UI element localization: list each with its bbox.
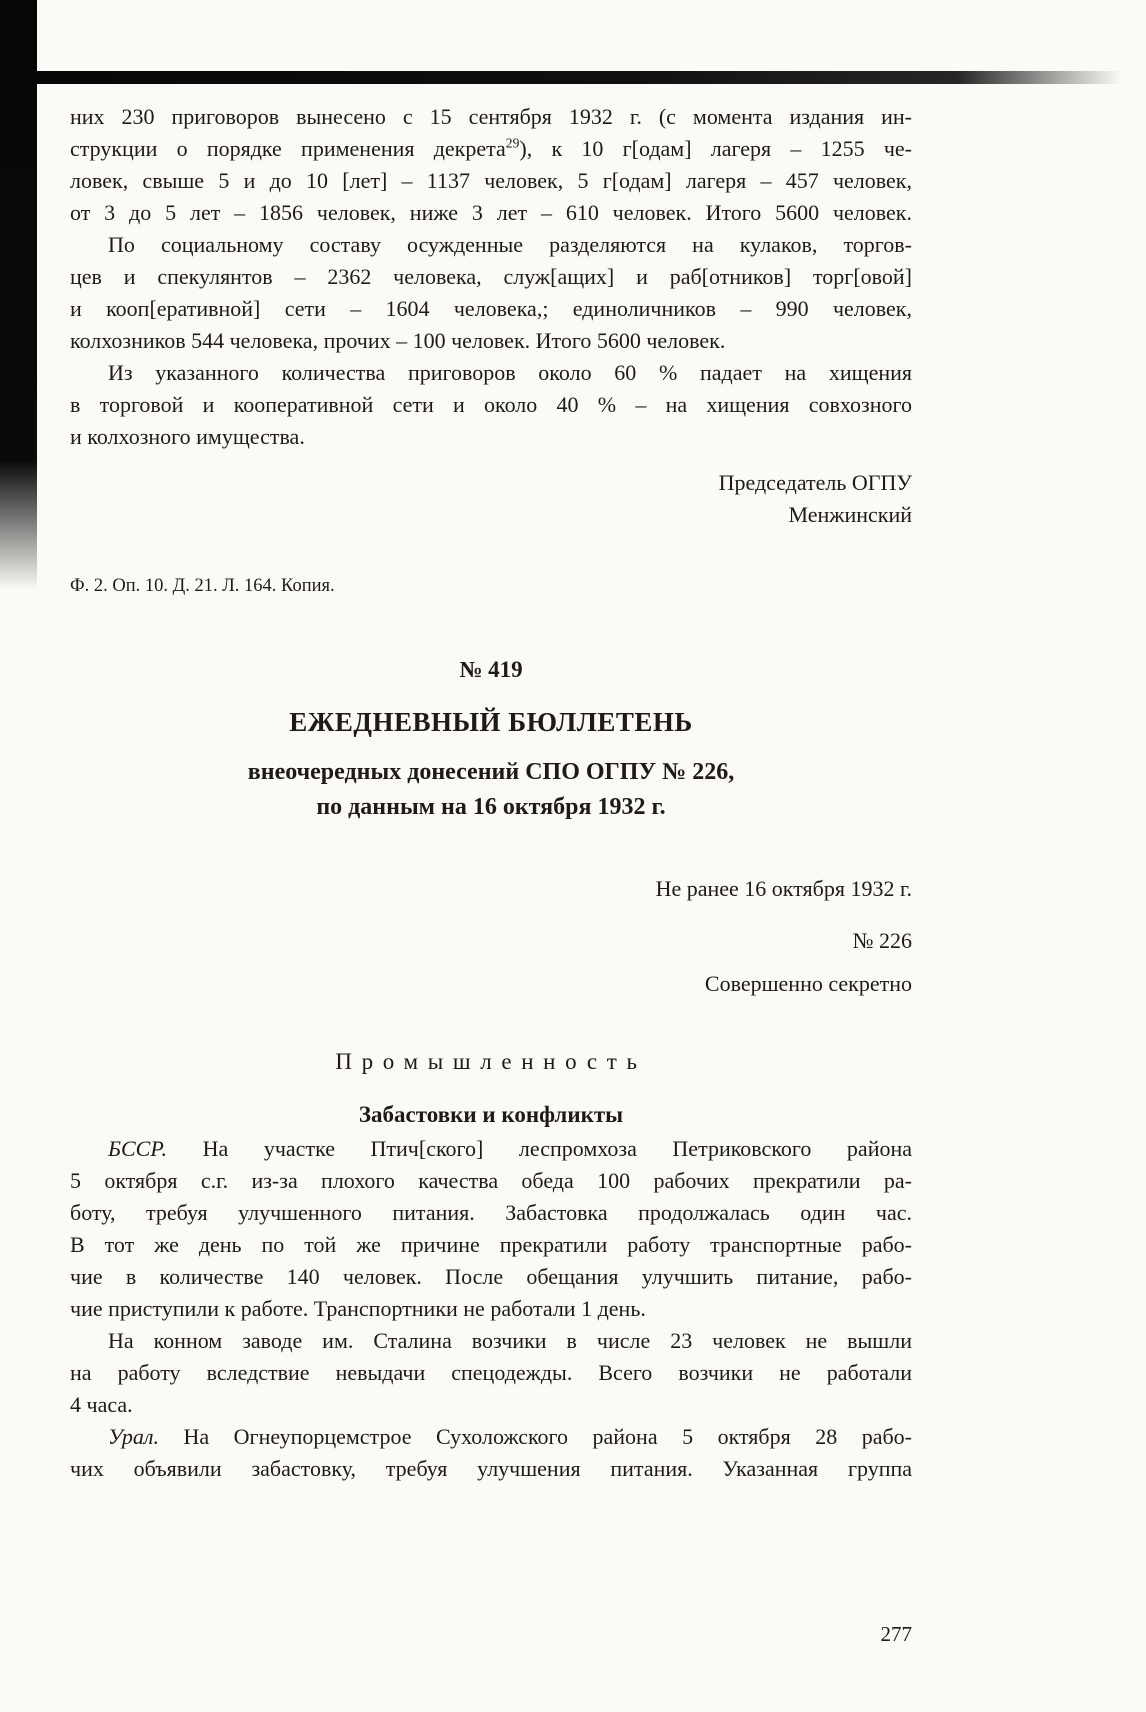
secrecy-stamp: Совершенно секретно bbox=[704, 971, 912, 996]
doc-number-heading: № 419 bbox=[459, 657, 523, 682]
text-line: чие в количестве 140 человек. После обещания улучшить питание, рабо- bbox=[70, 1264, 912, 1289]
text-line: В тот же день по той же причине прекратили работу транспортные рабо- bbox=[70, 1232, 912, 1257]
text-line: них 230 приговоров вынесено с 15 сентября 1932 г. (с момента издания ин- bbox=[70, 104, 912, 129]
doc-subtitle-line: внеочередных донесений СПО ОГПУ № 226, bbox=[247, 759, 735, 785]
text-line: от 3 до 5 лет – 1856 человек, ниже 3 лет – 610 человек. Итого 5600 человек. bbox=[70, 200, 912, 225]
text-segment: На Огнеупорцемстрое Сухоложского района 5 октября 28 рабо- bbox=[183, 1424, 912, 1449]
page-content bbox=[70, 101, 912, 1485]
region-lead: Урал. bbox=[108, 1424, 160, 1449]
text-line: боту, требуя улучшенного питания. Забастовка продолжалась один час. bbox=[70, 1200, 912, 1225]
subsection-heading: Забастовки и конфликты bbox=[358, 1102, 624, 1127]
text-line: колхозников 544 человека, прочих – 100 человек. Итого 5600 человек. bbox=[70, 328, 726, 353]
text-line: и кооп[еративной] сети – 1604 человека,; единоличников – 990 человек, bbox=[70, 296, 912, 321]
text-segment: струкции о порядке применения декрета bbox=[70, 136, 506, 161]
doc-number-note: № 226 bbox=[852, 928, 912, 953]
text-line: чих объявили забастовку, требуя улучшения питания. Указанная группа bbox=[70, 1456, 912, 1481]
text-line bbox=[70, 1133, 912, 1165]
text-line: цев и спекулянтов – 2362 человека, служ[ащих] и раб[отников] торг[овой] bbox=[70, 264, 912, 289]
doc-subtitle-line: по данным на 16 октября 1932 г. bbox=[316, 794, 666, 820]
section-heading: Промышленность bbox=[335, 1049, 647, 1074]
text-line bbox=[70, 133, 912, 165]
scan-artifact-top-edge bbox=[24, 71, 1122, 84]
scan-artifact-left-edge bbox=[0, 0, 37, 590]
text-line: ловек, свыше 5 и до 10 [лет] – 1137 человек, 5 г[одам] лагеря – 457 человек, bbox=[70, 168, 912, 193]
report-body-text bbox=[70, 101, 912, 453]
text-line: 5 октября с.г. из-за плохого качества обеда 100 рабочих прекратили ра- bbox=[70, 1168, 912, 1193]
region-lead: БССР. bbox=[108, 1136, 168, 1161]
text-segment: ), к 10 г[одам] лагеря – 1255 че- bbox=[519, 136, 913, 161]
page-number: 277 bbox=[880, 1622, 912, 1646]
signature-name: Менжинский bbox=[788, 502, 912, 527]
doc-subtitle bbox=[70, 755, 912, 825]
date-note: Не ранее 16 октября 1932 г. bbox=[655, 876, 912, 901]
text-line bbox=[70, 1421, 912, 1453]
text-line: 4 часа. bbox=[70, 1392, 133, 1417]
text-segment: На участке Птич[ского] леспромхоза Петриковского района bbox=[202, 1136, 913, 1161]
text-line: По социальному составу осужденные разделяются на кулаков, торгов- bbox=[108, 232, 912, 257]
text-line: На конном заводе им. Сталина возчики в числе 23 человек не вышли bbox=[108, 1328, 912, 1353]
text-line: чие приступили к работе. Транспортники не работали 1 день. bbox=[70, 1296, 646, 1321]
bulletin-body-text bbox=[70, 1133, 912, 1485]
signature-block bbox=[70, 467, 912, 531]
text-line: в торговой и кооперативной сети и около 40 % – на хищения совхозного bbox=[70, 392, 912, 417]
text-line: на работу вследствие невыдачи спецодежды. Всего возчики не работали bbox=[70, 1360, 912, 1385]
bulletin-heading bbox=[70, 655, 912, 825]
text-line: и колхозного имущества. bbox=[70, 424, 305, 449]
footnote-ref: 29 bbox=[505, 135, 520, 151]
signature-title: Председатель ОГПУ bbox=[718, 470, 912, 495]
text-line: Из указанного количества приговоров около 60 % падает на хищения bbox=[108, 360, 912, 385]
archive-reference: Ф. 2. Оп. 10. Д. 21. Л. 164. Копия. bbox=[70, 576, 335, 596]
doc-title: ЕЖЕДНЕВНЫЙ БЮЛЛЕТЕНЬ bbox=[289, 707, 693, 737]
